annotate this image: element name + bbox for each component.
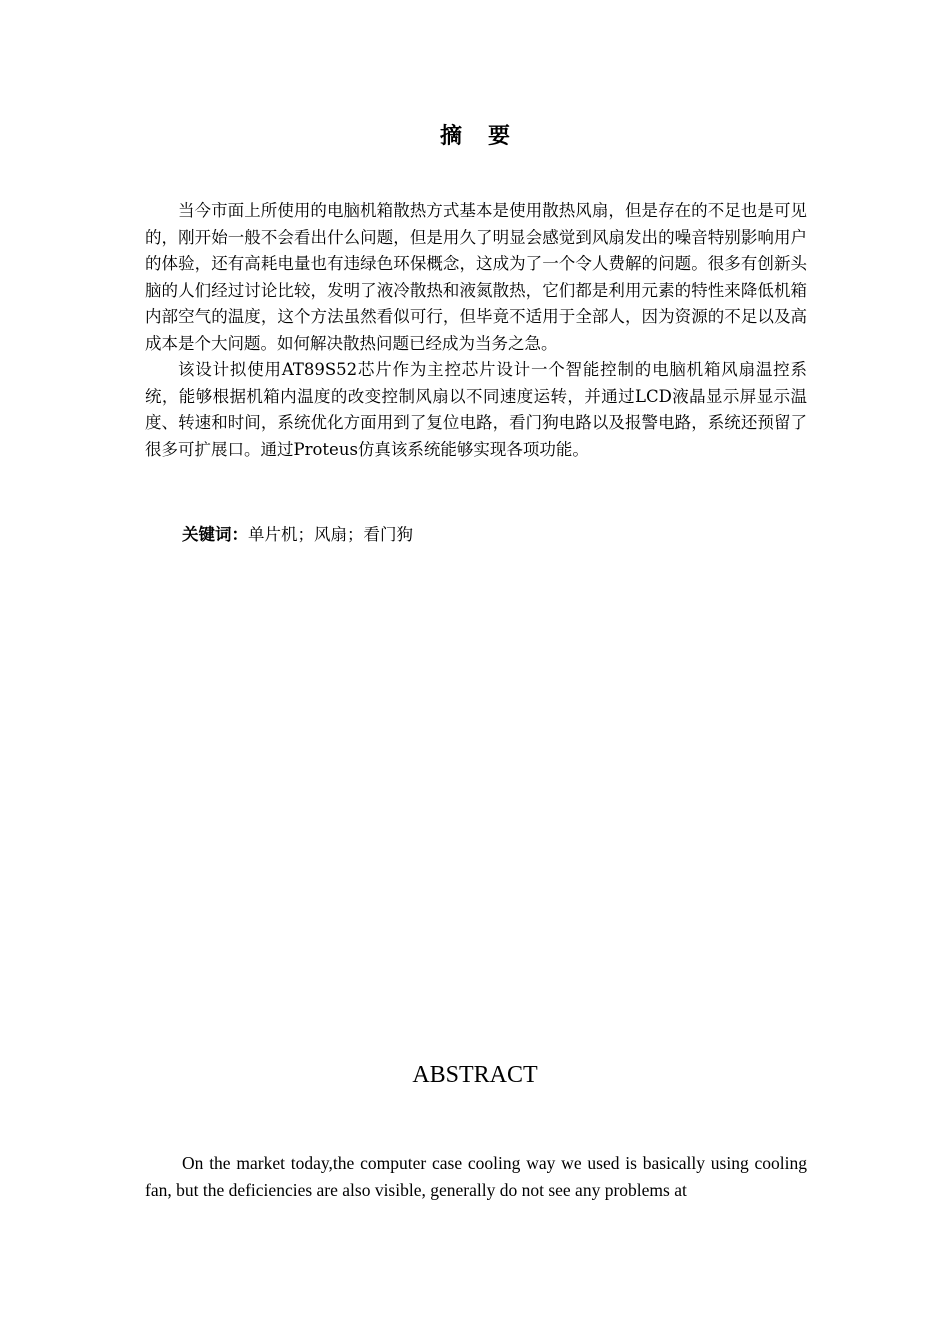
keywords-line (182, 522, 802, 548)
keywords-value: 单片机；风扇；看门狗 (248, 525, 413, 544)
abstract-en-title: ABSTRACT (412, 1062, 538, 1088)
abstract-cn-paragraph-2: 该设计拟使用AT89S52芯片作为主控芯片设计一个智能控制的电脑机箱风扇温控系统，能够根据机箱内温度的改变控制风扇以不同速度运转，并通过LCD液晶显示屏显示温度、转速和时间，系统优化方面用到了复位电路，看门狗电路以及报警电路，系统还预留了很多可扩展口。通过Proteus仿真该系统能够实现各项功能。 (145, 360, 807, 459)
abstract-cn-body (145, 198, 807, 463)
abstract-en-paragraph-1: On the market today,the computer case cooling way we used is basically using cooling fan, but the deficiencies are also visible, generally do not see any problems at (145, 1153, 807, 1200)
abstract-en-body (145, 1150, 807, 1204)
abstract-cn-paragraph-1: 当今市面上所使用的电脑机箱散热方式基本是使用散热风扇，但是存在的不足也是可见的，刚开始一般不会看出什么问题，但是用久了明显会感觉到风扇发出的噪音特别影响用户的体验，还有高耗电量也有违绿色环保概念，这成为了一个令人费解的问题。很多有创新头脑的人们经过讨论比较，发明了液冷散热和液氮散热，它们都是利用元素的特性来降低机箱内部空气的温度，这个方法虽然看似可行，但毕竟不适用于全部人，因为资源的不足以及高成本是个大问题。如何解决散热问题已经成为当务之急。 (145, 201, 807, 353)
keywords-label: 关键词： (182, 525, 248, 544)
abstract-cn-title: 摘要 (439, 124, 536, 149)
